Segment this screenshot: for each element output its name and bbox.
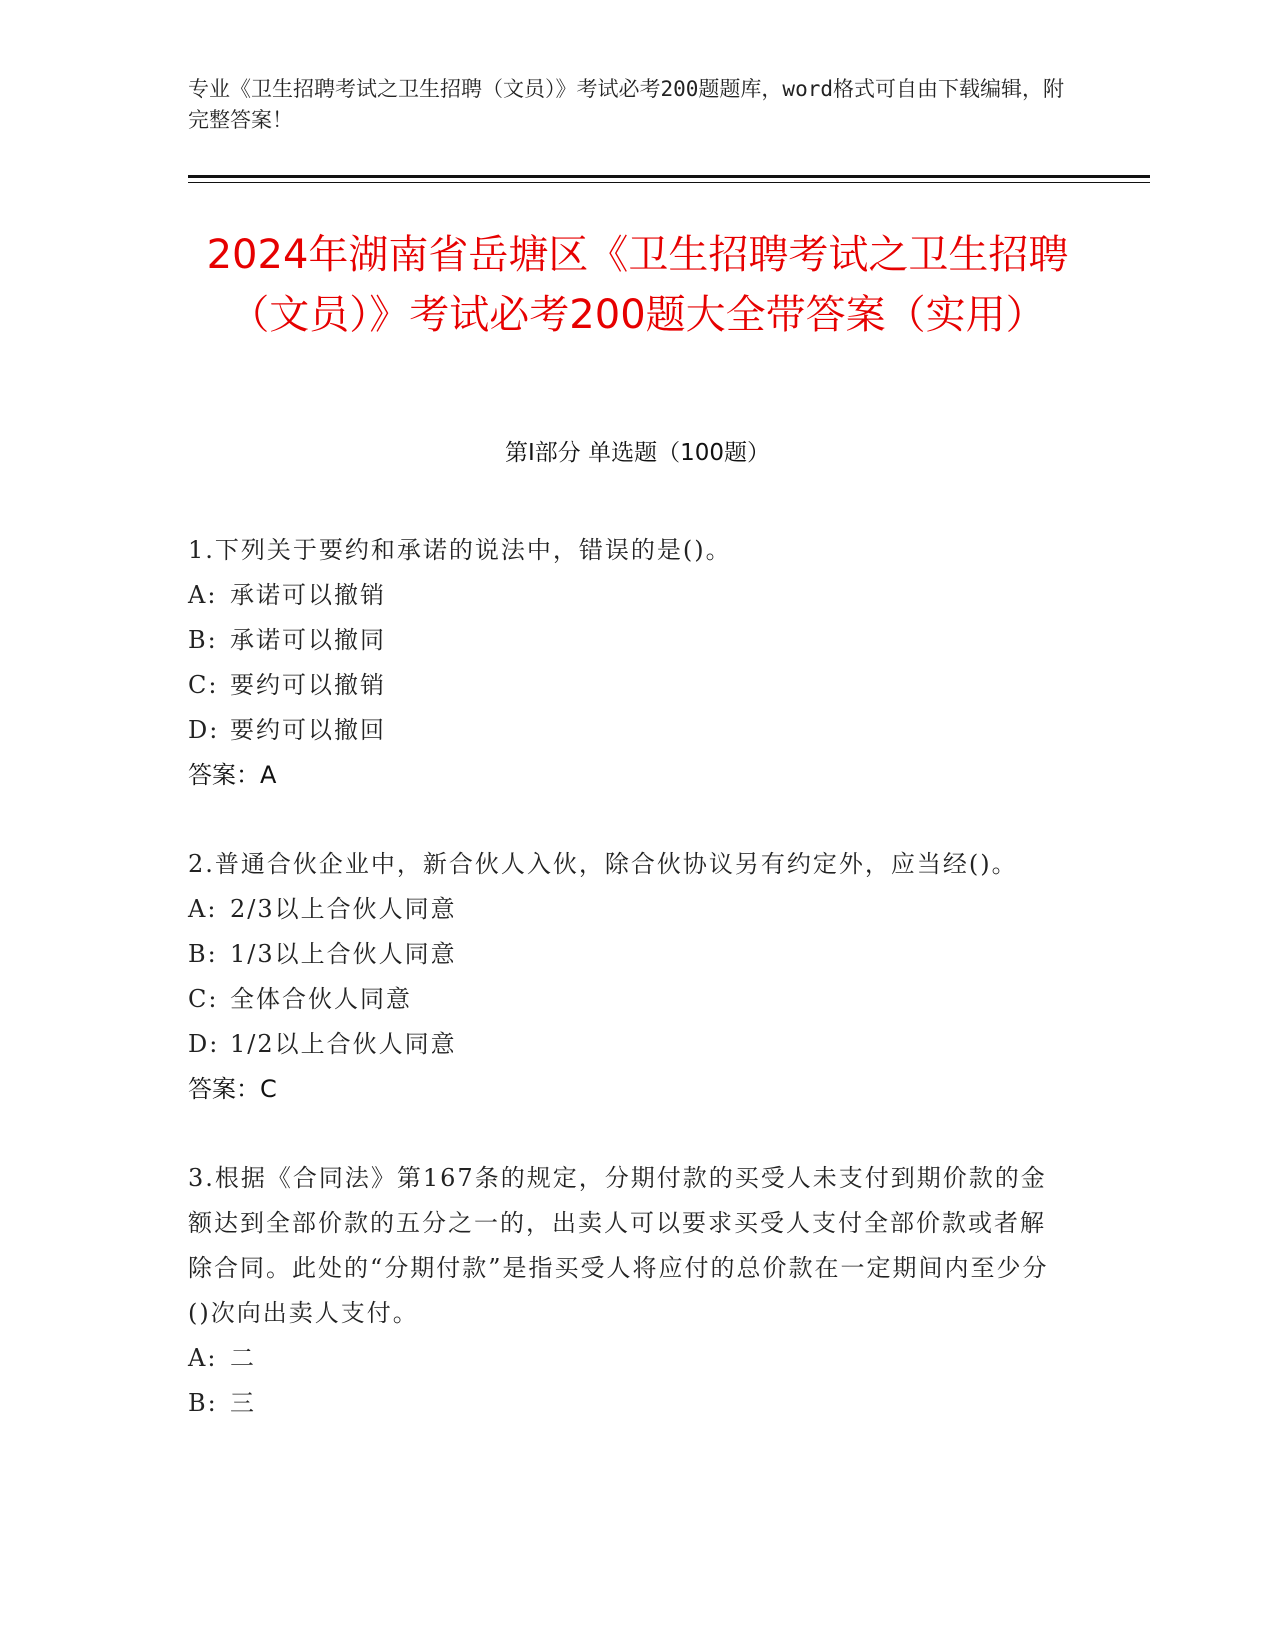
option-text: 全体合伙人同意 — [230, 985, 412, 1013]
answer-option — [188, 1022, 1068, 1067]
option-text: 2/3以上合伙人同意 — [230, 895, 457, 923]
header-divider-thick — [188, 175, 1150, 178]
option-text: 承诺可以撤销 — [230, 581, 386, 609]
option-key: C: — [188, 671, 219, 699]
option-key: A: — [188, 581, 218, 609]
answer-option — [188, 708, 1068, 753]
question-block — [188, 1156, 1068, 1426]
header-note: 专业《卫生招聘考试之卫生招聘（文员）》考试必考200题题库，word格式可自由下载编辑，附完整答案！ — [188, 77, 1064, 132]
question-stem: 2.普通合伙企业中，新合伙人入伙，除合伙协议另有约定外，应当经()。 — [188, 850, 1018, 878]
option-text: 1/2以上合伙人同意 — [230, 1030, 457, 1058]
option-text: 二 — [230, 1344, 256, 1372]
answer-line: 答案：C — [188, 1075, 277, 1103]
option-text: 1/3以上合伙人同意 — [230, 940, 457, 968]
option-text: 承诺可以撤同 — [230, 626, 386, 654]
header-divider-thin — [188, 182, 1150, 183]
option-text: 要约可以撤回 — [230, 716, 386, 744]
option-key: A: — [188, 1344, 218, 1372]
section-title: 第I部分 单选题（100题） — [505, 440, 770, 466]
option-key: A: — [188, 895, 218, 923]
answer-option — [188, 1381, 1068, 1426]
question-block — [188, 842, 1068, 1112]
option-text: 要约可以撤销 — [230, 671, 386, 699]
question-list — [188, 528, 1068, 1470]
option-key: D: — [188, 1030, 220, 1058]
answer-option — [188, 618, 1068, 663]
answer-option — [188, 887, 1068, 932]
option-key: B: — [188, 1389, 218, 1417]
option-key: C: — [188, 985, 219, 1013]
answer-option — [188, 977, 1068, 1022]
document-title: 2024年湖南省岳塘区《卫生招聘考试之卫生招聘（文员）》考试必考200题大全带答案（实用） — [206, 232, 1069, 338]
option-text: 三 — [230, 1389, 256, 1417]
answer-option — [188, 663, 1068, 708]
question-block — [188, 528, 1068, 798]
answer-option — [188, 932, 1068, 977]
question-stem: 1.下列关于要约和承诺的说法中，错误的是()。 — [188, 536, 732, 564]
option-key: B: — [188, 626, 218, 654]
option-key: B: — [188, 940, 218, 968]
option-key: D: — [188, 716, 220, 744]
question-stem: 3.根据《合同法》第167条的规定，分期付款的买受人未支付到期价款的金额达到全部价款的五分之一的，出卖人可以要求买受人支付全部价款或者解除合同。此处的“分期付款”是指买受人将应付的总价款在一定期间内至少分()次向出卖人支付。 — [188, 1164, 1049, 1327]
answer-line: 答案：A — [188, 761, 277, 789]
answer-option — [188, 1336, 1068, 1381]
answer-option — [188, 573, 1068, 618]
